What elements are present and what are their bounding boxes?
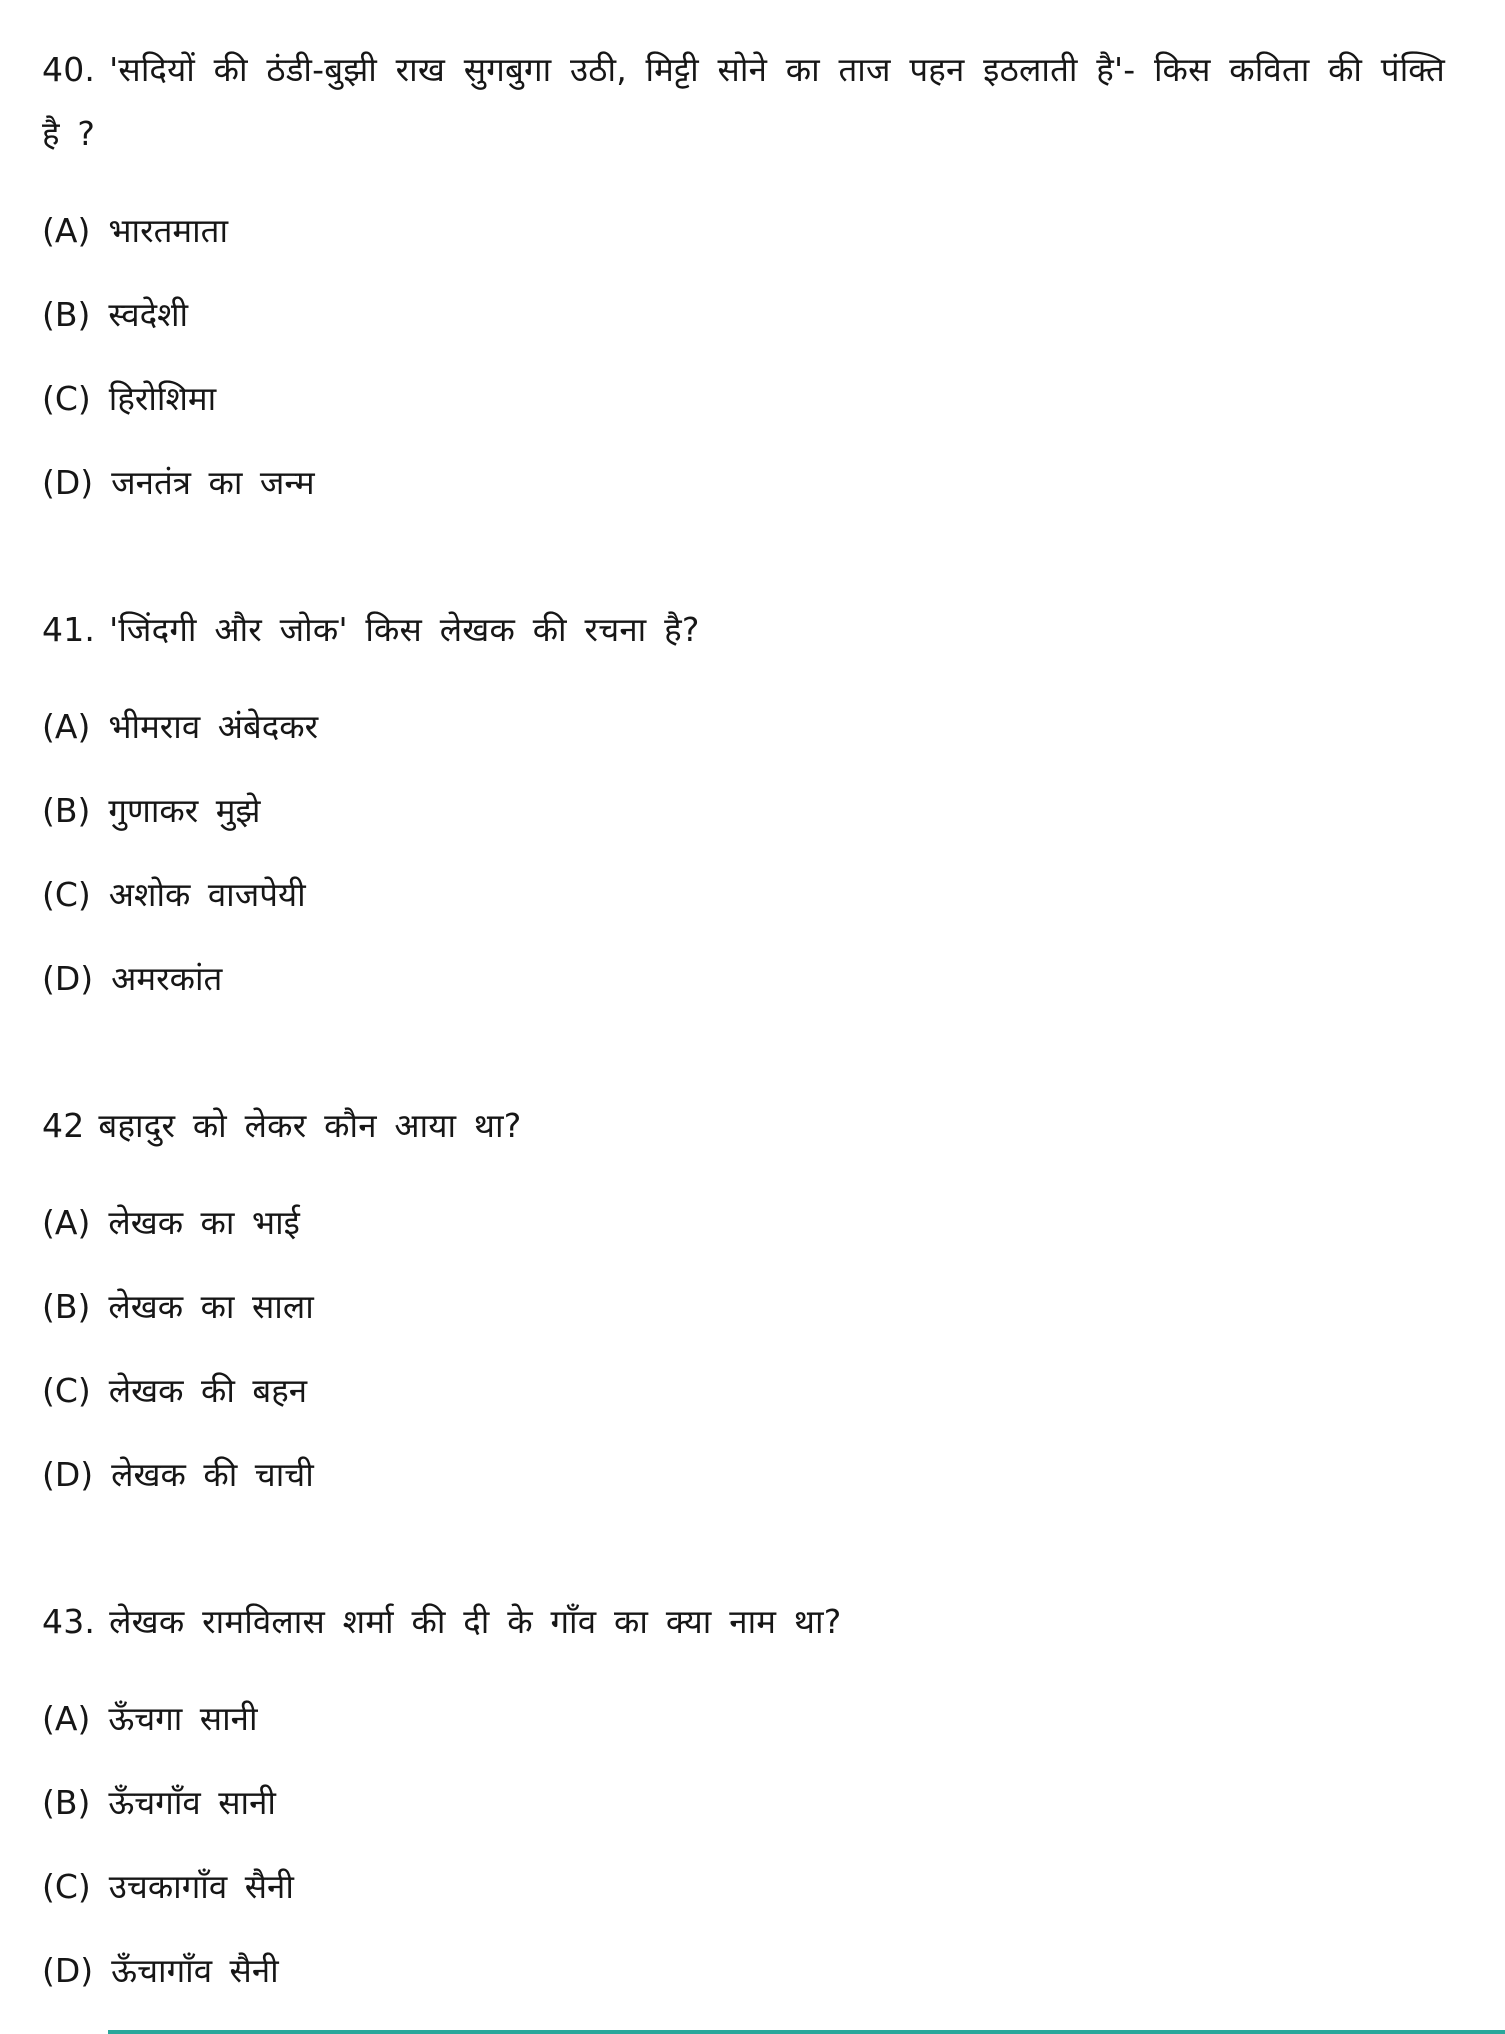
question-text [42,1094,1445,1158]
option-label: (D) [42,1455,94,1494]
question-title: लेखक रामविलास शर्मा की दी के गाँव का क्या नाम था? [109,1602,842,1641]
option-text: भीमराव अंबेदकर [108,707,319,746]
option-label: (A) [42,1699,91,1738]
option-label: (A) [42,707,91,746]
question-title: बहादुर को लेकर कौन आया था? [98,1106,522,1145]
option-text: गुणाकर मुझे [108,791,261,830]
option-label: (C) [42,1371,91,1410]
option-label: (B) [42,1287,91,1326]
option-label: (A) [42,211,91,250]
option-text: हिरोशिमा [108,379,217,418]
option-label: (D) [42,959,94,998]
option-text: स्वदेशी [108,295,189,334]
option-text: ऊँचगा सानी [108,1699,258,1738]
question-title: 'जिंदगी और जोक' किस लेखक की रचना है? [109,610,700,649]
option-text: लेखक की चाची [111,1455,314,1494]
option-label: (B) [42,1783,91,1822]
option-text: ऊँचगाँव सानी [108,1783,276,1822]
option-42-c [42,1372,1445,1410]
question-number: 42 [42,1106,85,1145]
options-list [42,212,1445,502]
option-label: (D) [42,1951,94,1990]
option-41-d [42,960,1445,998]
option-label: (B) [42,791,91,830]
question-40 [42,38,1445,502]
question-number: 40. [42,50,96,89]
bottom-scan-edge-line [108,2030,1505,2034]
option-label: (C) [42,875,91,914]
question-text [42,1590,1445,1654]
question-text [42,38,1445,166]
option-text: ऊँचागाँव सैनी [111,1951,279,1990]
option-41-a [42,708,1445,746]
question-number: 41. [42,610,96,649]
question-text [42,598,1445,662]
option-text: अमरकांत [111,959,223,998]
option-label: (C) [42,1867,91,1906]
option-label: (A) [42,1203,91,1242]
options-list [42,1204,1445,1494]
option-40-c [42,380,1445,418]
option-label: (B) [42,295,91,334]
option-41-c [42,876,1445,914]
option-42-b [42,1288,1445,1326]
option-43-b [42,1784,1445,1822]
option-label: (D) [42,463,94,502]
question-number: 43. [42,1602,96,1641]
option-43-a [42,1700,1445,1738]
option-43-c [42,1868,1445,1906]
option-40-d [42,464,1445,502]
options-list [42,1700,1445,1990]
option-label: (C) [42,379,91,418]
option-text: अशोक वाजपेयी [108,875,306,914]
option-text: लेखक का भाई [108,1203,300,1242]
question-title: 'सदियों की ठंडी-बुझी राख सुगबुगा उठी, मिट्टी सोने का ताज पहन इठलाती है'- किस कविता की पंक्ति है ? [42,50,1445,153]
option-40-b [42,296,1445,334]
question-41 [42,598,1445,998]
option-text: लेखक की बहन [108,1371,308,1410]
option-40-a [42,212,1445,250]
option-text: लेखक का साला [108,1287,314,1326]
option-43-d [42,1952,1445,1990]
option-text: भारतमाता [108,211,229,250]
question-43 [42,1590,1445,1990]
option-text: जनतंत्र का जन्म [111,463,315,502]
question-42 [42,1094,1445,1494]
options-list [42,708,1445,998]
option-42-d [42,1456,1445,1494]
option-text: उचकागाँव सैनी [108,1867,294,1906]
option-41-b [42,792,1445,830]
option-42-a [42,1204,1445,1242]
